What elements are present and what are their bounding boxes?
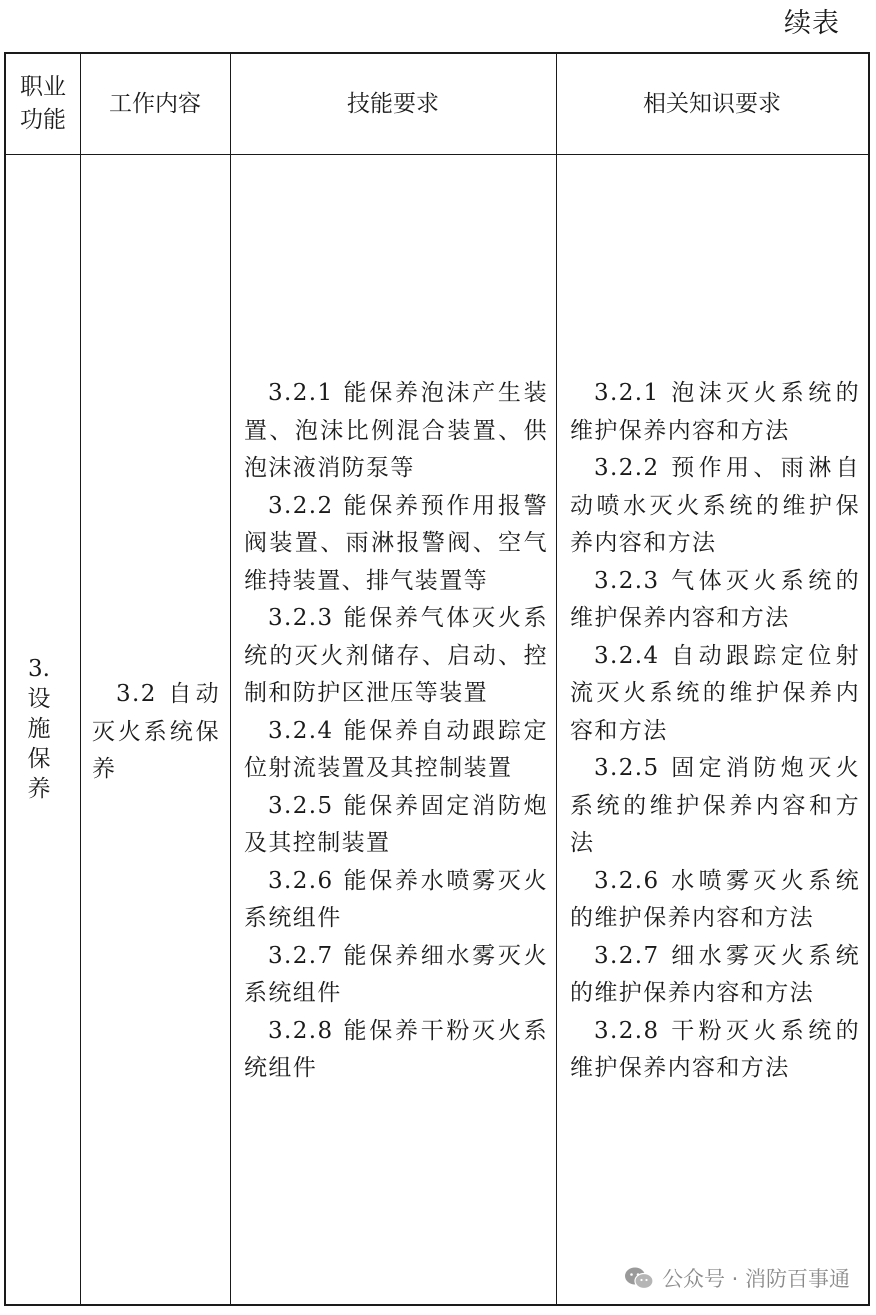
skill-item: 3.2.3 能保养气体灭火系统的灭火剂储存、启动、控制和防护区泄压等装置 (244, 605, 548, 706)
work-content-cell: 3.2 自动灭火系统保养 (92, 681, 220, 782)
skill-list (244, 375, 548, 1088)
knowledge-item: 3.2.3 气体灭火系统的维护保养内容和方法 (570, 567, 860, 631)
watermark-text: 公众号 · 消防百事通 (661, 1267, 850, 1291)
function-cell (6, 154, 80, 1304)
header-function (6, 54, 80, 154)
knowledge-item: 3.2.7 细水雾灭火系统的维护保养内容和方法 (570, 942, 860, 1006)
skill-item: 3.2.6 能保养水喷雾灭火系统组件 (244, 867, 548, 931)
knowledge-list (570, 375, 860, 1088)
column-divider (556, 54, 557, 1304)
skill-item: 3.2.4 能保养自动跟踪定位射流装置及其控制装置 (244, 717, 548, 781)
function-label: 3. 设施保养 (27, 656, 51, 802)
table-continued-caption: 续表 (784, 8, 840, 39)
knowledge-item: 3.2.8 干粉灭火系统的维护保养内容和方法 (570, 1017, 860, 1081)
skill-item: 3.2.2 能保养预作用报警阀装置、雨淋报警阀、空气维持装置、排气装置等 (244, 492, 548, 594)
header-knowledge: 相关知识要求 (643, 90, 781, 117)
skill-item: 3.2.8 能保养干粉灭火系统组件 (244, 1017, 548, 1081)
header-skill: 技能要求 (347, 90, 439, 117)
standards-table (4, 52, 870, 1306)
knowledge-item: 3.2.1 泡沫灭火系统的维护保养内容和方法 (570, 380, 860, 444)
skill-item: 3.2.7 能保养细水雾灭火系统组件 (244, 942, 548, 1006)
header-divider (6, 154, 868, 155)
column-divider (80, 54, 81, 1304)
header-work-content: 工作内容 (109, 90, 201, 117)
wechat-icon (624, 1266, 654, 1290)
header-function-label: 职业功能 (20, 74, 66, 133)
column-divider (230, 54, 231, 1304)
skill-item: 3.2.1 能保养泡沫产生装置、泡沫比例混合装置、供泡沫液消防泵等 (244, 380, 548, 481)
knowledge-item: 3.2.5 固定消防炮灭火系统的维护保养内容和方法 (570, 755, 860, 856)
knowledge-item: 3.2.2 预作用、雨淋自动喷水灭火系统的维护保养内容和方法 (570, 455, 860, 556)
watermark (624, 1263, 850, 1293)
knowledge-item: 3.2.6 水喷雾灭火系统的维护保养内容和方法 (570, 867, 860, 931)
skill-item: 3.2.5 能保养固定消防炮及其控制装置 (244, 792, 548, 856)
knowledge-item: 3.2.4 自动跟踪定位射流灭火系统的维护保养内容和方法 (570, 642, 860, 744)
